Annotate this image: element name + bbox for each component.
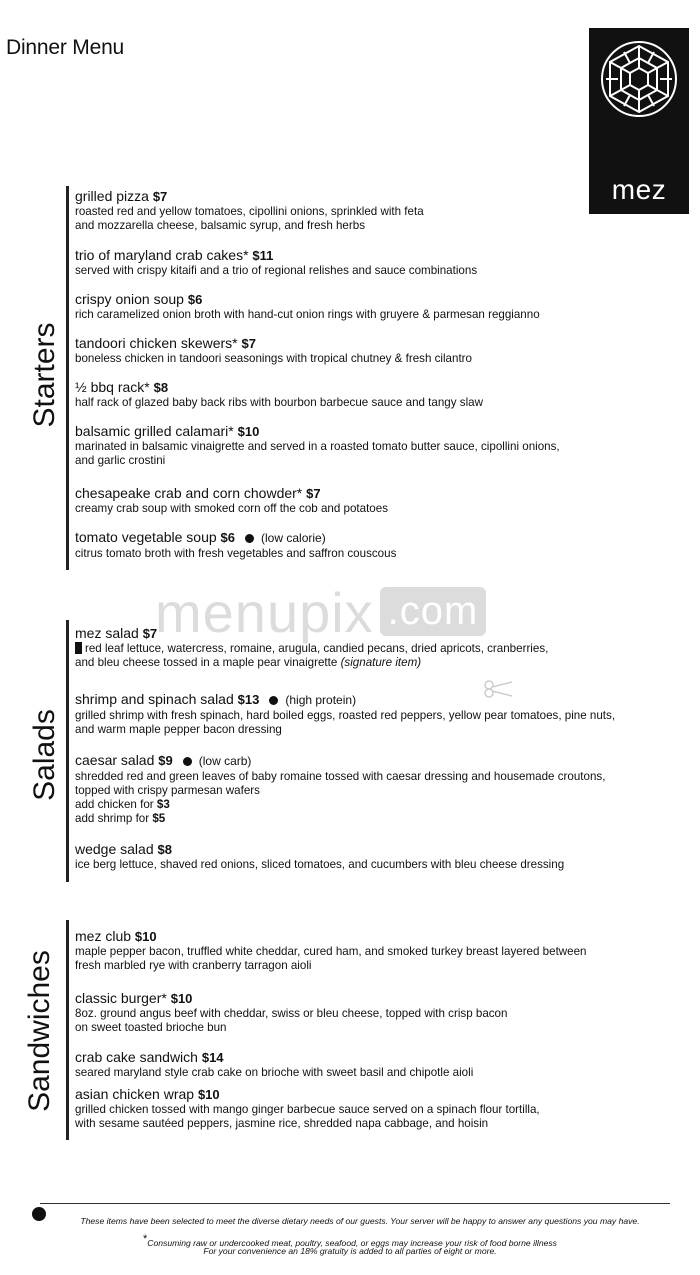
item-diet-note: (low carb) [198, 754, 252, 768]
item-description: roasted red and yellow tomatoes, cipollini onions, sprinkled with feta [75, 205, 424, 218]
footer-divider [40, 1203, 670, 1204]
item-price: $9 [158, 753, 173, 768]
item-price: $10 [197, 1087, 220, 1102]
item-price: $11 [252, 248, 274, 263]
section-label-sandwiches: Sandwiches [23, 950, 56, 1112]
menu-item [75, 1086, 635, 1131]
menu-item [75, 188, 635, 233]
menu-item [75, 990, 635, 1035]
item-name: mez salad [75, 625, 139, 641]
item-price: $8 [153, 380, 169, 395]
section-divider [66, 920, 69, 1140]
diet-dot-icon [183, 757, 192, 766]
watermark-suffix: .com [380, 587, 487, 636]
section-divider [66, 620, 69, 882]
item-name: classic burger* [75, 990, 167, 1006]
item-name: crispy onion soup [75, 291, 184, 307]
item-name: tandoori chicken skewers* [75, 335, 238, 351]
item-addon [75, 798, 635, 812]
item-description: seared maryland style crab cake on brioche with sweet basil and chipotle aioli [75, 1066, 474, 1079]
item-description: red leaf lettuce, watercress, romaine, arugula, candied pecans, dried apricots, cranberries, [85, 642, 549, 655]
item-description: ice berg lettuce, shaved red onions, sliced tomatoes, and cucumbers with bleu cheese dressing [75, 858, 565, 871]
item-description: and mozzarella cheese, balsamic syrup, and fresh herbs [75, 219, 365, 232]
item-description: grilled shrimp with fresh spinach, hard boiled eggs, roasted red peppers, yellow pear tomatoes, pine nuts, [75, 709, 616, 722]
item-description: and warm maple pepper bacon dressing [75, 723, 282, 736]
item-name: ½ bbq rack* [75, 379, 150, 395]
item-price: $10 [134, 929, 157, 944]
item-price: $8 [157, 842, 172, 857]
item-description: and garlic crostini [75, 454, 166, 467]
addon-price: $5 [152, 812, 166, 825]
item-name: shrimp and spinach salad [75, 691, 234, 707]
item-description: shredded red and green leaves of baby romaine tossed with caesar dressing and housemade croutons, [75, 770, 606, 783]
item-description: served with crispy kitaifi and a trio of regional relishes and sauce combinations [75, 264, 478, 277]
menu-item [75, 691, 635, 737]
signature-marker-icon [75, 642, 82, 654]
item-name: mez club [75, 928, 132, 944]
menu-item [75, 1049, 635, 1080]
item-name: chesapeake crab and corn chowder* [75, 485, 303, 501]
lattice-logo-icon [600, 40, 678, 118]
item-diet-note: (high protein) [285, 693, 357, 707]
item-name: grilled pizza [75, 188, 149, 204]
footer-star: * [143, 1233, 148, 1245]
menu-item [75, 529, 635, 561]
page-title: Dinner Menu [6, 36, 125, 59]
mez-logo [589, 28, 689, 214]
menu-item [75, 291, 635, 322]
menu-item [75, 841, 635, 872]
footer-dietary-note: These items have been selected to meet the diverse dietary needs of our guests. Your server will be happy to answer any questions you may have. [80, 1216, 640, 1226]
menu-item [75, 247, 635, 278]
footer-gratuity-note: For your convenience an 18% gratuity is added to all parties of eight or more. [203, 1246, 497, 1256]
addon-text: add shrimp for [75, 812, 150, 825]
item-price: $10 [237, 424, 260, 439]
logo-text: mez [611, 174, 667, 205]
footer-consuming-text: Consuming raw or undercooked meat, poultry, seafood, or eggs may increase your risk of food borne illness [147, 1237, 557, 1248]
menu-item [75, 625, 635, 670]
item-price: $10 [170, 991, 193, 1006]
item-price: $14 [201, 1050, 224, 1065]
item-name: crab cake sandwich [75, 1049, 198, 1065]
item-description: half rack of glazed baby back ribs with bourbon barbecue sauce and tangy slaw [75, 396, 483, 409]
item-description: boneless chicken in tandoori seasonings with tropical chutney & fresh cilantro [75, 352, 472, 365]
menu-item [75, 335, 635, 366]
item-name: caesar salad [75, 752, 155, 768]
watermark-main: menupix [155, 581, 374, 644]
item-name: balsamic grilled calamari* [75, 423, 234, 439]
item-description: creamy crab soup with smoked corn off the cob and potatoes [75, 502, 388, 515]
addon-price: $3 [156, 798, 170, 811]
item-description: topped with crispy parmesan wafers [75, 784, 260, 797]
item-name: trio of maryland crab cakes* [75, 247, 249, 263]
item-price: $7 [142, 626, 158, 641]
section-divider [66, 186, 69, 570]
item-name: wedge salad [75, 841, 154, 857]
item-price: $7 [241, 336, 256, 351]
item-diet-note: (low calorie) [261, 531, 326, 545]
item-description: and bleu cheese tossed in a maple pear vinaigrette [75, 656, 338, 669]
item-name: tomato vegetable soup [75, 529, 217, 545]
item-description: 8oz. ground angus beef with cheddar, swiss or bleu cheese, topped with crisp bacon [75, 1007, 508, 1020]
menu-item [75, 379, 635, 410]
addon-text: add chicken for [75, 798, 154, 811]
item-description: marinated in balsamic vinaigrette and served in a roasted tomato butter sauce, cipollini onions, [75, 440, 560, 453]
item-description: maple pepper bacon, truffled white cheddar, cured ham, and smoked turkey breast layered between [75, 945, 587, 958]
item-description: citrus tomato broth with fresh vegetables and saffron couscous [75, 547, 397, 560]
item-name: asian chicken wrap [75, 1086, 195, 1102]
item-price: $7 [152, 189, 168, 204]
menu-item [75, 485, 635, 516]
item-description: fresh marbled rye with cranberry tarragon aioli [75, 959, 312, 972]
item-description: grilled chicken tossed with mango ginger barbecue sauce served on a spinach flour tortilla, [75, 1103, 540, 1116]
item-price: $7 [306, 486, 321, 501]
diet-dot-icon [245, 534, 254, 543]
section-label-salads: Salads [28, 709, 61, 801]
item-addon [75, 812, 635, 826]
item-description: with sesame sautéed peppers, jasmine rice, shredded napa cabbage, and hoisin [75, 1117, 489, 1130]
menu-item [75, 423, 635, 468]
signature-note: (signature item) [340, 656, 422, 669]
item-price: $6 [187, 292, 203, 307]
section-label-starters: Starters [28, 322, 61, 428]
menu-item [75, 752, 635, 826]
menu-item [75, 928, 635, 973]
item-description: rich caramelized onion broth with hand-cut onion rings with gruyere & parmesan reggianno [75, 308, 540, 321]
item-description: on sweet toasted brioche bun [75, 1021, 227, 1034]
item-price: $13 [237, 692, 260, 707]
item-price: $6 [220, 530, 236, 545]
diet-dot-icon [269, 696, 278, 705]
